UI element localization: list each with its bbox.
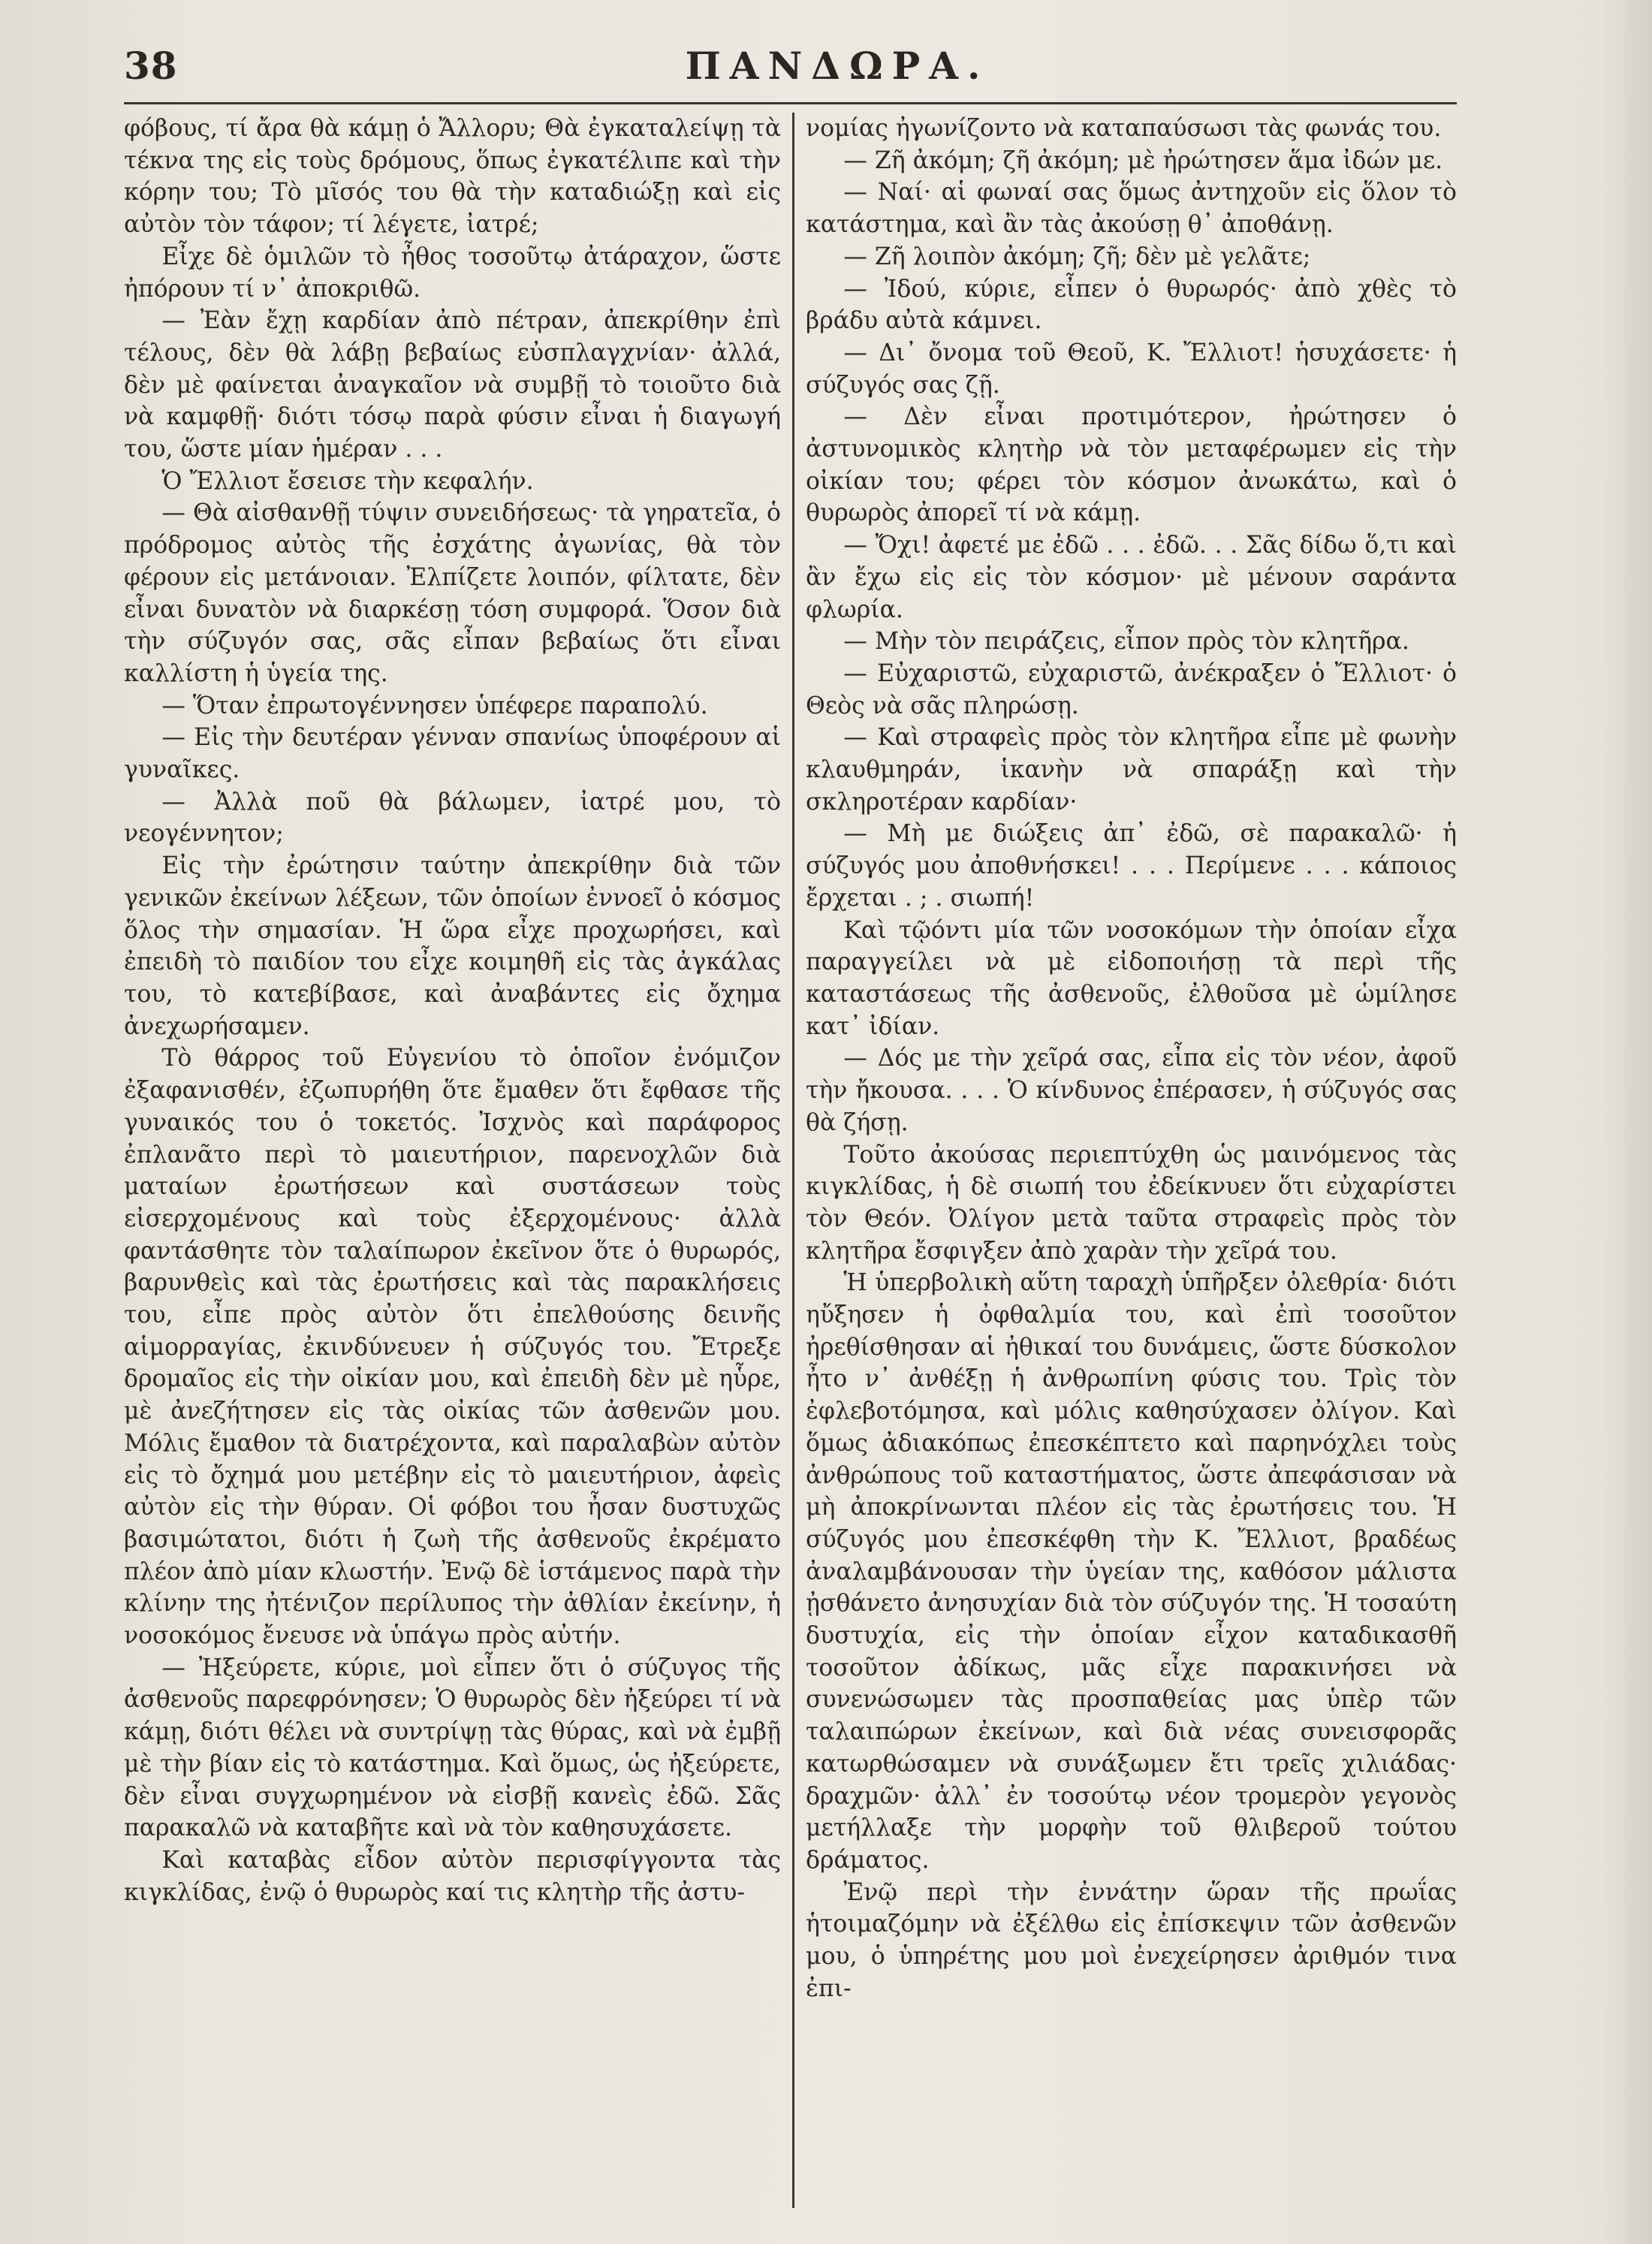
paragraph: — Ὅταν ἐπρωτογέννησεν ὑπέφερε παραπολύ. [161,692,708,719]
paragraph: — Ἀλλὰ ποῦ θὰ βάλωμεν, ἰατρέ μου, τὸ νεογέννητον; [124,788,781,848]
paragraph: Εἶχε δὲ ὁμιλῶν τὸ ἦθος τοσοῦτῳ ἀτάραχον, ὥστε ἠπόρουν τί ν᾽ ἀποκριθῶ. [124,243,781,303]
paragraph: φόβους, τί ἄρα θὰ κάμῃ ὁ Ἄλλορυ; Θὰ ἐγκαταλείψῃ τὰ τέκνα της εἰς τοὺς δρόμους, ὅπως ἐγκατέλιπε καὶ τὴν κόρην του; Τὸ μῖσός του θὰ τὴν καταδιώξῃ καὶ εἰς αὐτὸν τὸν τάφον; τί λέγετε, ἰατρέ; [124,115,781,239]
paragraph: — Θὰ αἰσθανθῇ τύψιν συνειδήσεως· τὰ γηρατεῖα, ὁ πρόδρομος αὐτὸς τῆς ἐσχάτης ἀγωνίας, θὰ τὸν φέρουν εἰς μετάνοιαν. Ἐλπίζετε λοιπόν, φίλτατε, δὲν εἶναι δυνατὸν νὰ διαρκέσῃ τόση συμφορά. Ὅσον διὰ τὴν σύζυγόν σας, σᾶς εἶπαν βεβαίως ὅτι εἶναι καλλίστη ἡ ὑγεία της. [124,499,781,687]
page-number: 38 [124,44,178,88]
header-rule [124,102,1457,104]
right-column [806,113,1457,2223]
paragraph: — Εὐχαριστῶ, εὐχαριστῶ, ἀνέκραξεν ὁ Ἔλλιοτ· ὁ Θεὸς νὰ σᾶς πληρώσῃ. [806,659,1457,719]
paragraph: νομίας ἠγωνίζοντο νὰ καταπαύσωσι τὰς φωνάς του. [806,115,1442,142]
paragraph: — Ὄχι! ἀφετέ με ἐδῶ . . . ἐδῶ. . . Σᾶς δίδω ὅ,τι καὶ ἂν ἔχω εἰς εἰς τὸν κόσμον· μὲ μένουν σαράντα φλωρία. [806,532,1457,623]
paragraph: Καὶ καταβὰς εἶδον αὐτὸν περισφίγγοντα τὰς κιγκλίδας, ἐνῷ ὁ θυρωρὸς καί τις κλητὴρ τῆς ἀστυ- [124,1846,781,1906]
paragraph: Ἐνῷ περὶ τὴν ἐννάτην ὥραν τῆς πρωΐας ἡτοιμαζόμην νὰ ἐξέλθω εἰς ἐπίσκεψιν τῶν ἀσθενῶν μου, ὁ ὑπηρέτης μου μοὶ ἐνεχείρησεν ἀριθμόν τινα ἐπι- [806,1878,1457,2002]
paragraph: — Δι᾽ ὄνομα τοῦ Θεοῦ, Κ. Ἔλλιοτ! ἡσυχάσετε· ἡ σύζυγός σας ζῇ. [806,339,1457,399]
paragraph: Εἰς τὴν ἐρώτησιν ταύτην ἀπεκρίθην διὰ τῶν γενικῶν ἐκείνων λέξεων, τῶν ὁποίων ἐννοεῖ ὁ κόσμος ὅλος τὴν σημασίαν. Ἡ ὥρα εἶχε προχωρήσει, καὶ ἐπειδὴ τὸ παιδίον του εἶχε κοιμηθῆ εἰς τὰς ἀγκάλας του, τὸ κατεβίβασε, καὶ ἀναβάντες εἰς ὄχημα ἀνεχωρήσαμεν. [124,852,781,1040]
page-header [124,44,1457,96]
paragraph: — Μὴ με διώξεις ἀπ᾽ ἐδῶ, σὲ παρακαλῶ· ἡ σύζυγός μου ἀποθνήσκει! . . . Περίμενε . . . κάποιος ἔρχεται . ; . σιωπή! [806,820,1457,912]
paragraph: Τὸ θάρρος τοῦ Εὐγενίου τὸ ὁποῖον ἐνόμιζον ἐξαφανισθέν, ἐζωπυρήθη ὅτε ἔμαθεν ὅτι ἔφθασε τῆς γυναικός του ὁ τοκετός. Ἰσχνὸς καὶ παράφορος ἐπλανᾶτο περὶ τὸ μαιευτήριον, παρενοχλῶν διὰ ματαίων ἐρωτήσεων καὶ συστάσεων τοὺς εἰσερχομένους καὶ τοὺς ἐξερχομένους· ἀλλὰ φαντάσθητε τὸν ταλαίπωρον ἐκεῖνον ὅτε ὁ θυρωρός, βαρυνθεὶς καὶ τὰς ἐρωτήσεις καὶ τὰς παρακλήσεις του, εἶπε πρὸς αὐτὸν ὅτι ἐπελθούσης δεινῆς αἱμορραγίας, ἐκινδύνευεν ἡ σύζυγός του. Ἔτρεξε δρομαῖος εἰς τὴν οἰκίαν μου, καὶ ἐπειδὴ δὲν μὲ ηὗρε, μὲ ἀνεζήτησεν εἰς τὰς οἰκίας τῶν ἀσθενῶν μου. Μόλις ἔμαθον τὰ διατρέχοντα, καὶ παραλαβὼν αὐτὸν εἰς τὸ ὄχημά μου μετέβην εἰς τὸ μαιευτήριον, ἀφεὶς αὐτὸν εἰς τὴν θύραν. Οἱ φόβοι του ἦσαν δυστυχῶς βασιμώτατοι, διότι ἡ ζωὴ τῆς ἀσθενοῦς ἐκρέματο πλέον ἀπὸ μίαν κλωστήν. Ἐνῷ δὲ ἱστάμενος παρὰ τὴν κλίνην της ἠτένιζον περίλυπος τὴν ἀθλίαν ἐκείνην, ἡ νοσοκόμος ἔνευσε νὰ ὑπάγω πρὸς αὐτήν. [124,1045,781,1650]
left-column [124,113,781,2223]
paragraph: — Ζῆ ἀκόμη; ζῆ ἀκόμη; μὲ ἠρώτησεν ἅμα ἰδών με. [843,146,1443,174]
paragraph: — Ἠξεύρετε, κύριε, μοὶ εἶπεν ὅτι ὁ σύζυγος τῆς ἀσθενοῦς παρεφρόνησεν; Ὁ θυρωρὸς δὲν ἠξεύρει τί νὰ κάμῃ, διότι θέλει νὰ συντρίψῃ τὰς θύρας, καὶ νὰ ἐμβῇ μὲ τὴν βίαν εἰς τὸ κατάστημα. Καὶ ὅμως, ὡς ἠξεύρετε, δὲν εἶναι συγχωρημένον νὰ εἰσβῇ κανεὶς ἐδῶ. Σᾶς παρακαλῶ νὰ καταβῆτε καὶ νὰ τὸν καθησυχάσετε. [124,1654,781,1842]
paragraph: — Εἰς τὴν δευτέραν γένναν σπανίως ὑποφέρουν αἱ γυναῖκες. [124,724,781,784]
paragraph: — Ἐὰν ἔχῃ καρδίαν ἀπὸ πέτραν, ἀπεκρίθην ἐπὶ τέλους, δὲν θὰ λάβῃ βεβαίως εὐσπλαγχνίαν· ἀλλά, δὲν μὲ φαίνεται ἀναγκαῖον νὰ συμβῇ τὸ τοιοῦτο διὰ νὰ καμφθῇ· διότι τόσῳ παρὰ φύσιν εἶναι ἡ διαγωγή του, ὥστε μίαν ἡμέραν . . . [124,307,781,463]
paragraph: Ἡ ὑπερβολικὴ αὕτη ταραχὴ ὑπῆρξεν ὀλεθρία· διότι ηὔξησεν ἡ ὀφθαλμία του, καὶ ἐπὶ τοσοῦτον ἠρεθίσθησαν αἱ ἠθικαί του δυνάμεις, ὥστε δύσκολον ἦτο ν᾽ ἀνθέξῃ ἡ ἀνθρωπίνη φύσις του. Τρὶς τὸν ἐφλεβοτόμησα, καὶ μόλις καθησύχασεν ὀλίγον. Καὶ ὅμως ἀδιακόπως ἐπεσκέπτετο καὶ παρηνόχλει τοὺς ἀνθρώπους τοῦ καταστήματος, ὥστε ἀπεφάσισαν νὰ μὴ ἀποκρίνωνται πλέον εἰς τὰς ἐρωτήσεις του. Ἡ σύζυγός μου ἐπεσκέφθη τὴν Κ. Ἔλλιοτ, βραδέως ἀναλαμβάνουσαν τὴν ὑγείαν της, καθόσον μάλιστα ᾐσθάνετο ἀνησυχίαν διὰ τὸν σύζυγόν της. Ἡ τοσαύτη δυστυχία, εἰς τὴν ὁποίαν εἶχον καταδικασθῆ τοσοῦτον ἀδίκως, μᾶς εἶχε παρακινήσει νὰ συνενώσωμεν τὰς προσπαθείας μας ὑπὲρ τῶν ταλαιπώρων ἐκείνων, καὶ διὰ νέας συνεισφορᾶς κατωρθώσαμεν νὰ συνάξωμεν ἔτι τρεῖς χιλιάδας· δραχμῶν· ἀλλ᾽ ἐν τοσούτῳ νέον τρομερὸν γεγονὸς μετήλλαξε τὴν μορφὴν τοῦ θλιβεροῦ τούτου δράματος. [806,1269,1457,1874]
paragraph: Καὶ τῷόντι μία τῶν νοσοκόμων τὴν ὁποίαν εἶχα παραγγείλει νὰ μὲ εἰδοποιήσῃ τὰ περὶ τῆς καταστάσεως τῆς ἀσθενοῦς, ἐλθοῦσα μὲ ὡμίλησε κατ᾽ ἰδίαν. [806,916,1457,1040]
paragraph: — Ζῆ λοιπὸν ἀκόμη; ζῆ; δὲν μὲ γελᾶτε; [843,243,1311,270]
paragraph: — Μὴν τὸν πειράζεις, εἶπον πρὸς τὸν κλητῆρα. [843,628,1409,656]
paragraph: — Δός με τὴν χεῖρά σας, εἶπα εἰς τὸν νέον, ἀφοῦ τὴν ἤκουσα. . . . Ὁ κίνδυνος ἐπέρασεν, ἡ σύζυγός σας θὰ ζήσῃ. [806,1045,1457,1136]
paragraph: Τοῦτο ἀκούσας περιεπτύχθη ὡς μαινόμενος τὰς κιγκλίδας, ἡ δὲ σιωπή του ἐδείκνυεν ὅτι εὐχαρίστει τὸν Θεόν. Ὀλίγον μετὰ ταῦτα στραφεὶς πρὸς τὸν κλητῆρα ἔσφιγξεν ἀπὸ χαρὰν τὴν χεῖρά του. [806,1141,1457,1265]
paragraph: Ὁ Ἔλλιοτ ἔσεισε τὴν κεφαλήν. [161,467,534,495]
paragraph: — Δὲν εἶναι προτιμότερον, ἠρώτησεν ὁ ἀστυνομικὸς κλητὴρ νὰ τὸν μεταφέρωμεν εἰς τὴν οἰκίαν του; φέρει τὸν κόσμον ἀνωκάτω, καὶ ὁ θυρωρὸς ἀπορεῖ τί νὰ κάμῃ. [806,403,1457,527]
journal-title: ΠΑΝΔΩΡΑ. [685,44,990,88]
paragraph: — Ἰδού, κύριε, εἶπεν ὁ θυρωρός· ἀπὸ χθὲς τὸ βράδυ αὐτὰ κάμνει. [806,275,1457,335]
paragraph: — Ναί· αἱ φωναί σας ὅμως ἀντηχοῦν εἰς ὅλον τὸ κατάστημα, καὶ ἂν τὰς ἀκούσῃ θ᾽ ἀποθάνῃ. [806,179,1457,239]
paragraph: — Καὶ στραφεὶς πρὸς τὸν κλητῆρα εἶπε μὲ φωνὴν κλαυθμηράν, ἱκανὴν νὰ σπαράξῃ καὶ τὴν σκληροτέραν καρδίαν· [806,724,1457,816]
column-divider [792,113,794,2208]
